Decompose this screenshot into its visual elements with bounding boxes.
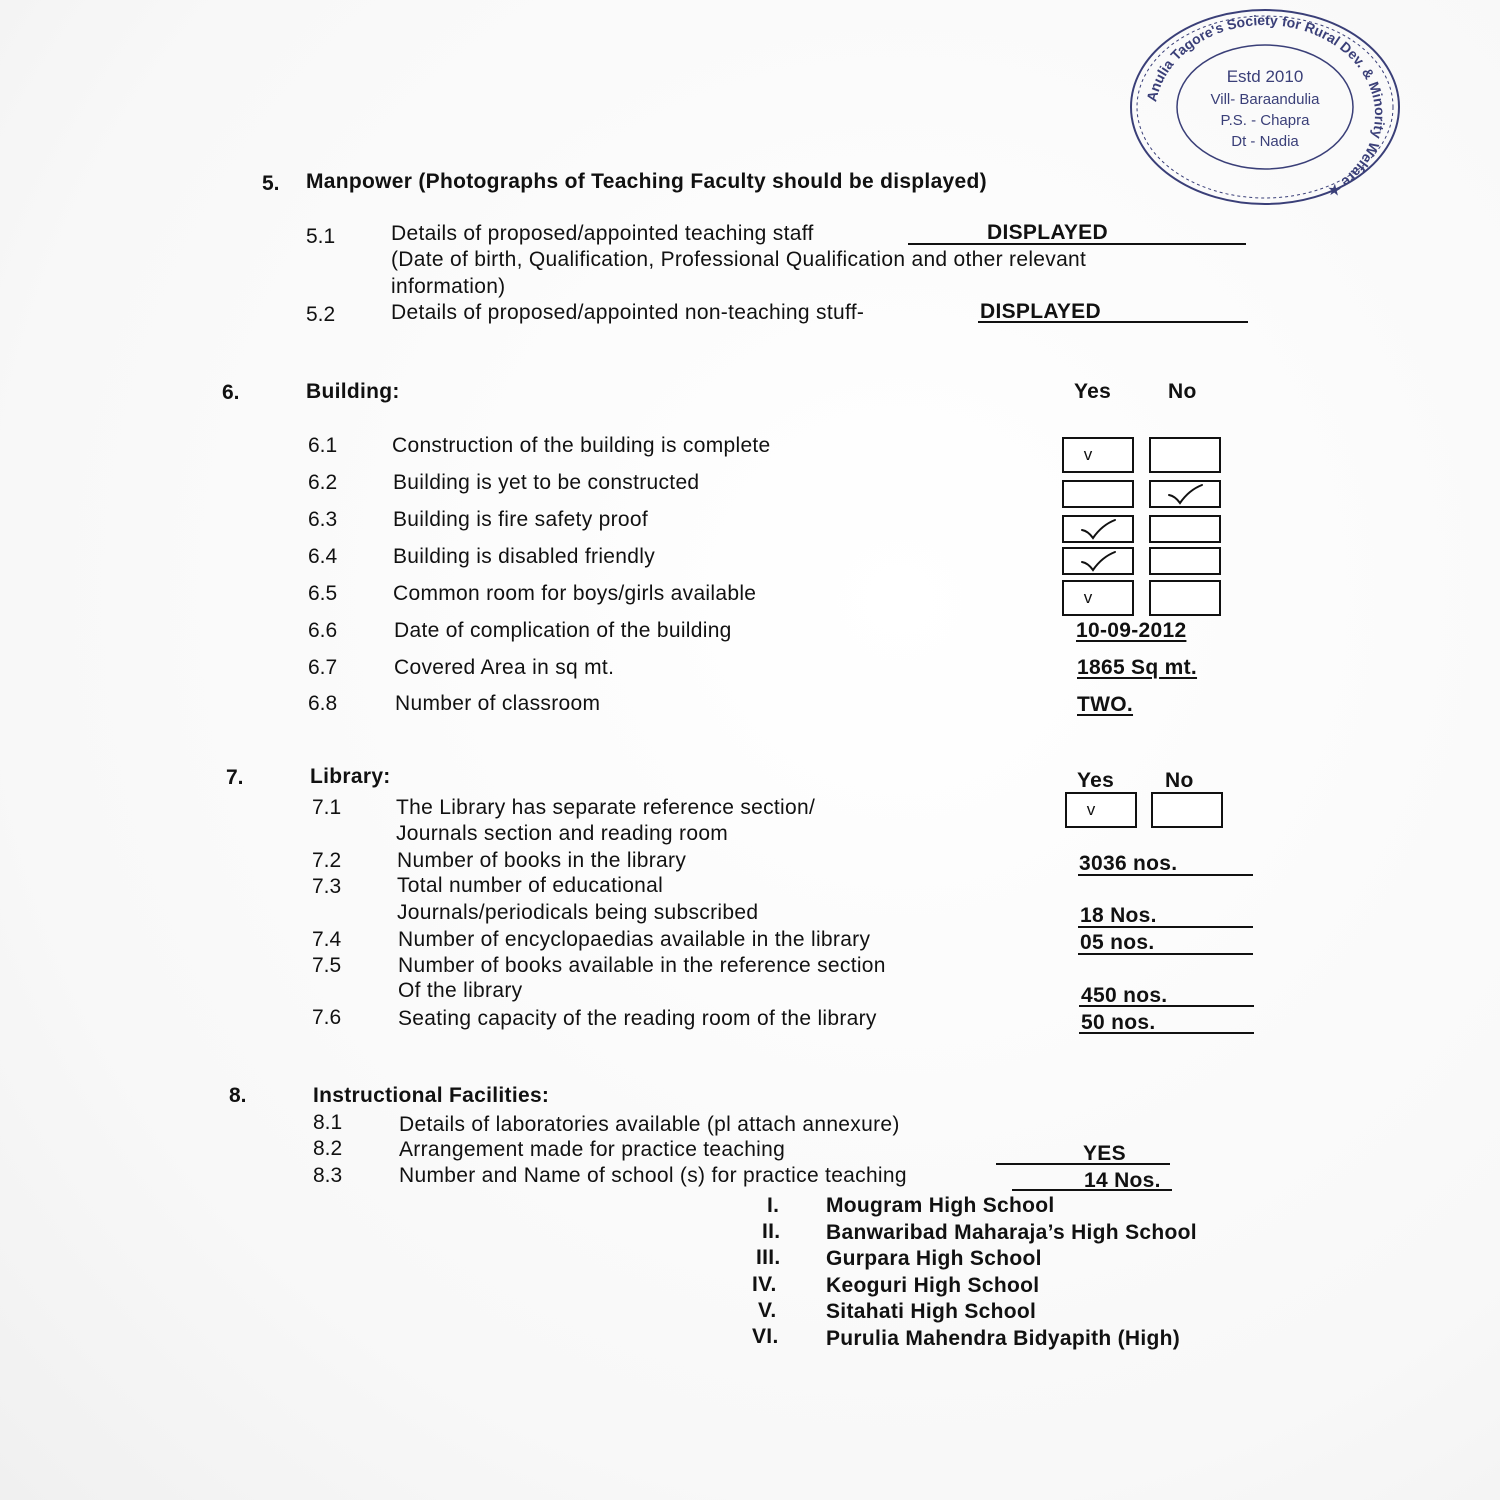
item-5-1-text: Details of proposed/appointed teaching staff [391, 222, 814, 245]
item-7-1-yes-checkbox[interactable] [1065, 792, 1137, 828]
item-6-4-text: Building is disabled friendly [393, 545, 656, 568]
svg-text:Estd 2010: Estd 2010 [1226, 67, 1304, 86]
item-6-4-number: 6.4 [308, 545, 338, 568]
item-6-8-text: Number of classroom [395, 692, 601, 715]
item-6-5-yes-checkbox[interactable] [1062, 580, 1134, 616]
item-7-1-text: The Library has separate reference section/ [396, 796, 816, 819]
item-7-3-text: Total number of educational [397, 874, 664, 897]
item-7-6-text: Seating capacity of the reading room of the library [398, 1007, 877, 1030]
school-2-number: II. [762, 1220, 781, 1243]
item-5-2-number: 5.2 [306, 303, 336, 326]
item-6-7-number: 6.7 [308, 656, 338, 679]
school-6-number: VI. [752, 1325, 779, 1348]
section-6-no-header: No [1168, 380, 1197, 403]
school-5-name: Sitahati High School [826, 1300, 1037, 1323]
item-6-1-no-checkbox[interactable] [1149, 437, 1221, 473]
school-6-name: Purulia Mahendra Bidyapith (High) [826, 1327, 1181, 1350]
item-8-3-value: 14 Nos. [1084, 1169, 1161, 1192]
item-8-3-text: Number and Name of school (s) for practice teaching [399, 1164, 907, 1187]
item-5-1-note-cont: information) [391, 275, 506, 298]
item-7-6-value: 50 nos. [1081, 1011, 1156, 1034]
item-5-2-underline [978, 321, 1248, 323]
item-7-3-text-cont: Journals/periodicals being subscribed [397, 901, 759, 924]
item-7-5-underline [1079, 1005, 1254, 1007]
section-5-number: 5. [262, 172, 280, 195]
item-8-3-underline [1012, 1189, 1172, 1191]
school-3-number: III. [756, 1246, 781, 1269]
item-6-2-no-checkbox[interactable] [1149, 480, 1221, 508]
checkmark-v-icon: v [1086, 800, 1096, 819]
checkmark-v-icon: v [1083, 588, 1093, 607]
section-8-number: 8. [229, 1084, 247, 1107]
item-7-1-no-checkbox[interactable] [1151, 792, 1223, 828]
item-5-1-number: 5.1 [306, 225, 336, 248]
item-7-2-underline [1078, 874, 1253, 876]
item-6-6-text: Date of complication of the building [394, 619, 732, 642]
school-5-number: V. [758, 1299, 777, 1322]
item-6-7-text: Covered Area in sq mt. [394, 656, 615, 679]
item-8-2-value: YES [1083, 1142, 1126, 1165]
item-5-2-text: Details of proposed/appointed non-teaching stuff- [391, 301, 865, 324]
item-6-5-text: Common room for boys/girls available [393, 582, 757, 605]
item-7-5-text: Number of books available in the reference section [398, 954, 886, 977]
item-6-2-number: 6.2 [308, 471, 338, 494]
svg-text:P.S. - Chapra: P.S. - Chapra [1220, 112, 1310, 129]
item-6-3-text: Building is fire safety proof [393, 508, 648, 531]
checkmark-tick-icon [1078, 517, 1118, 541]
section-7-number: 7. [226, 766, 244, 789]
item-7-5-number: 7.5 [312, 954, 342, 977]
item-7-3-value: 18 Nos. [1080, 904, 1157, 927]
item-7-5-value: 450 nos. [1081, 984, 1168, 1007]
item-5-1-note: (Date of birth, Qualification, Professional Qualification and other relevant [391, 248, 1087, 271]
school-1-number: I. [767, 1194, 780, 1217]
item-8-1-number: 8.1 [313, 1111, 343, 1134]
section-6-title: Building: [306, 380, 400, 403]
item-8-1-text: Details of laboratories available (pl attach annexure) [399, 1113, 900, 1136]
item-5-1-value: DISPLAYED [987, 221, 1108, 244]
item-7-4-value: 05 nos. [1080, 931, 1155, 954]
item-6-7-value: 1865 Sq mt. [1077, 656, 1198, 679]
item-5-2-value: DISPLAYED [980, 300, 1101, 323]
item-7-1-text-cont: Journals section and reading room [396, 822, 729, 845]
item-7-2-value: 3036 nos. [1079, 852, 1178, 875]
checkmark-tick-icon [1078, 549, 1118, 573]
item-6-5-no-checkbox[interactable] [1149, 580, 1221, 616]
item-6-2-yes-checkbox[interactable] [1062, 480, 1134, 508]
section-6-yes-header: Yes [1074, 380, 1112, 403]
organization-seal [1125, 5, 1405, 210]
item-6-3-number: 6.3 [308, 508, 338, 531]
school-1-name: Mougram High School [826, 1194, 1055, 1217]
svg-text:Vill- Baraandulia: Vill- Baraandulia [1210, 91, 1320, 108]
school-4-number: IV. [752, 1273, 777, 1296]
item-6-8-number: 6.8 [308, 692, 338, 715]
item-6-4-yes-checkbox[interactable] [1062, 547, 1134, 575]
item-6-1-text: Construction of the building is complete [392, 434, 771, 457]
item-7-4-underline [1078, 953, 1253, 955]
item-7-2-number: 7.2 [312, 849, 342, 872]
item-6-1-number: 6.1 [308, 434, 338, 457]
section-8-title: Instructional Facilities: [313, 1084, 550, 1107]
item-7-3-underline [1078, 926, 1253, 928]
item-6-5-number: 6.5 [308, 582, 338, 605]
item-7-2-text: Number of books in the library [397, 849, 687, 872]
item-8-2-text: Arrangement made for practice teaching [399, 1138, 786, 1161]
school-2-name: Banwaribad Maharaja’s High School [826, 1221, 1197, 1244]
item-7-4-text: Number of encyclopaedias available in the library [398, 928, 871, 951]
item-7-4-number: 7.4 [312, 928, 342, 951]
svg-text:Anulia Tagore's Society for Ru: Anulia Tagore's Society for Rural Dev. & Minority Welfare ★ [1143, 11, 1389, 201]
section-6-number: 6. [222, 381, 240, 404]
item-6-1-yes-checkbox[interactable] [1062, 437, 1134, 473]
item-8-2-number: 8.2 [313, 1137, 343, 1160]
school-4-name: Keoguri High School [826, 1274, 1040, 1297]
item-7-3-number: 7.3 [312, 875, 342, 898]
item-6-6-number: 6.6 [308, 619, 338, 642]
item-6-3-yes-checkbox[interactable] [1062, 515, 1134, 543]
item-6-8-value: TWO. [1077, 693, 1134, 716]
item-7-6-number: 7.6 [312, 1006, 342, 1029]
checkmark-tick-icon [1165, 482, 1205, 506]
item-6-3-no-checkbox[interactable] [1149, 515, 1221, 543]
section-5-title: Manpower (Photographs of Teaching Faculty should be displayed) [306, 170, 987, 193]
section-7-yes-header: Yes [1077, 769, 1115, 792]
section-7-no-header: No [1165, 769, 1194, 792]
item-7-6-underline [1079, 1032, 1254, 1034]
item-8-3-number: 8.3 [313, 1164, 343, 1187]
school-3-name: Gurpara High School [826, 1247, 1042, 1270]
item-6-2-text: Building is yet to be constructed [393, 471, 700, 494]
section-7-title: Library: [310, 765, 391, 788]
item-7-5-text-cont: Of the library [398, 979, 523, 1002]
item-6-6-value: 10-09-2012 [1076, 619, 1187, 642]
item-6-4-no-checkbox[interactable] [1149, 547, 1221, 575]
checkmark-v-icon: v [1083, 445, 1093, 464]
svg-text:Dt - Nadia: Dt - Nadia [1231, 133, 1299, 150]
item-8-2-underline [996, 1163, 1170, 1165]
item-7-1-number: 7.1 [312, 796, 342, 819]
